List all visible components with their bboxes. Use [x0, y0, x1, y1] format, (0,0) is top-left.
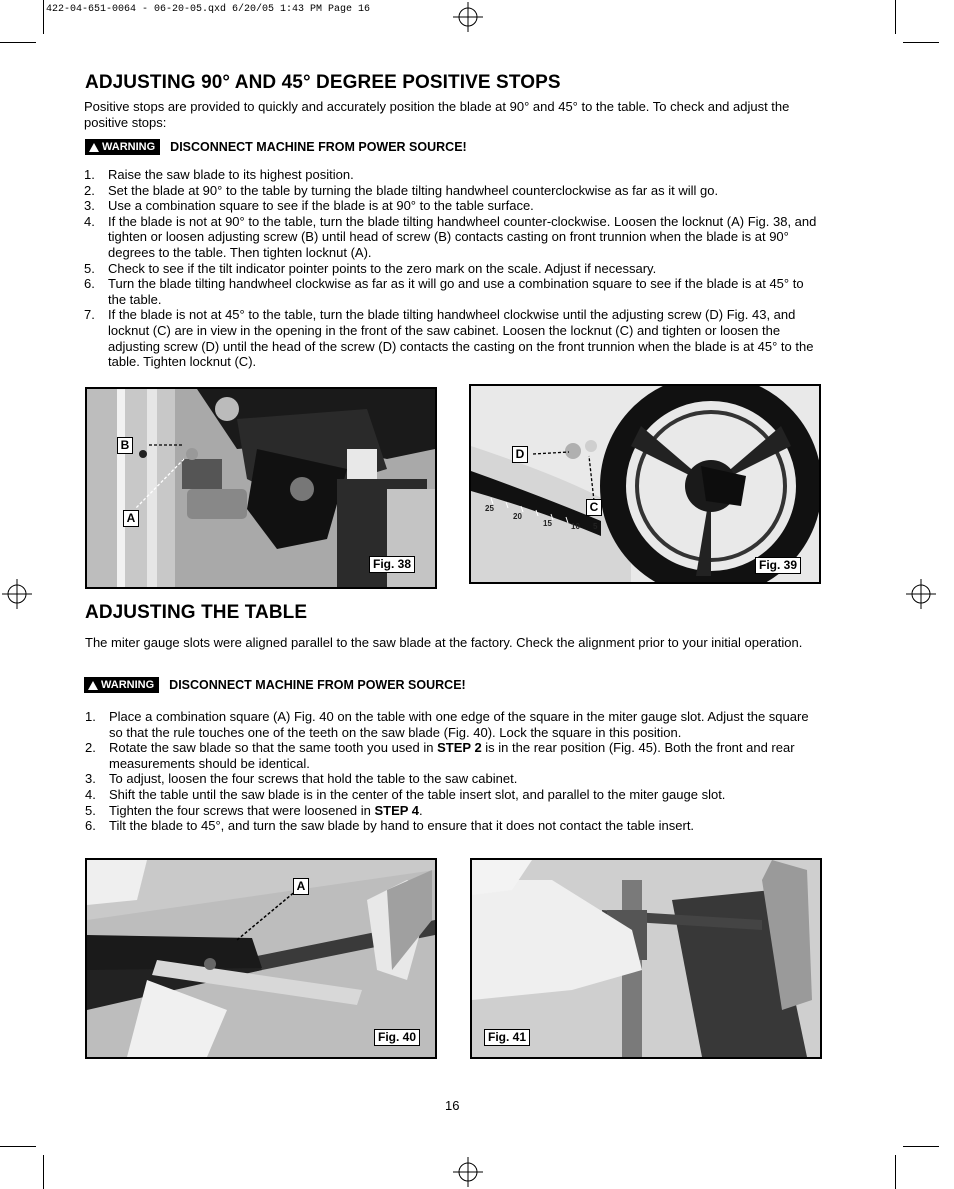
combination-square-photo-illustration	[87, 860, 435, 1057]
crop-mark	[895, 0, 896, 34]
step-number: 2.	[84, 182, 95, 198]
warning-text: DISCONNECT MACHINE FROM POWER SOURCE!	[169, 678, 466, 692]
step-number: 7.	[84, 307, 95, 323]
step-number: 1.	[84, 167, 95, 182]
section-intro-positive-stops: Positive stops are provided to quickly and accurately position the blade at 90° and 45° to the table. To check and adjust the positive stops:	[84, 99, 790, 130]
step-number: 4.	[85, 786, 96, 802]
scale-tick-label: 15	[543, 519, 552, 528]
step-number: 2.	[85, 740, 96, 756]
warning-triangle-icon	[88, 681, 98, 690]
warning-notice	[85, 139, 467, 155]
step-number: 3.	[84, 198, 95, 214]
section-heading-adjusting-table: ADJUSTING THE TABLE	[85, 602, 308, 623]
step-number: 4.	[84, 213, 95, 229]
figure-label: Fig. 38	[369, 556, 415, 573]
warning-triangle-icon	[89, 143, 99, 152]
step-text	[109, 771, 823, 787]
step-text-emphasis: STEP 2	[437, 740, 482, 756]
section-intro-adjusting-table: The miter gauge slots were aligned parallel to the saw blade at the factory. Check the alignment prior to your initial operation.	[85, 635, 803, 650]
step-number: 3.	[85, 771, 96, 787]
figure-41-photo	[470, 858, 822, 1059]
callout-c: C	[586, 499, 602, 516]
registration-mark-icon	[2, 579, 32, 609]
step-text-part: Tilt the blade to 45°, and turn the saw blade by hand to ensure that it does not contact the table insert.	[109, 818, 695, 834]
step-text	[109, 709, 823, 740]
crop-mark	[43, 1155, 44, 1189]
step-item	[84, 167, 824, 183]
steps-list-positive-stops	[84, 167, 824, 370]
registration-mark-icon	[453, 2, 483, 32]
callout-d: D	[512, 446, 528, 463]
registration-mark-icon	[453, 1157, 483, 1187]
step-text	[109, 787, 823, 803]
warning-badge	[84, 677, 159, 693]
crop-mark	[903, 42, 939, 43]
step-item	[84, 183, 824, 199]
warning-badge-label: WARNING	[102, 141, 156, 153]
figure-label: Fig. 39	[755, 557, 801, 574]
step-number: 5.	[84, 260, 95, 276]
step-text-part: .	[419, 802, 423, 818]
callout-a: A	[123, 510, 139, 527]
step-text: Check to see if the tilt indicator pointer points to the zero mark on the scale. Adjust if necessary.	[108, 260, 657, 276]
section-heading-positive-stops: ADJUSTING 90° AND 45° DEGREE POSITIVE STOPS	[85, 72, 561, 93]
step-item	[84, 198, 824, 214]
step-item	[85, 803, 823, 819]
step-text-part: Place a combination square (A) Fig. 40 on the table with one edge of the square in the miter gauge slot. Adjust the square so that the rule touches one of the teeth on the saw blade (Fig. 40). Lock the square in this position.	[109, 709, 809, 740]
warning-text: DISCONNECT MACHINE FROM POWER SOURCE!	[170, 140, 467, 154]
step-text: Set the blade at 90° to the table by turning the blade tilting handwheel counterclockwise as far as it will go.	[108, 182, 719, 198]
step-number: 6.	[85, 818, 96, 834]
crop-mark	[895, 1155, 896, 1189]
step-item	[84, 261, 824, 277]
crop-mark	[903, 1146, 939, 1147]
crop-mark	[0, 42, 36, 43]
step-text: If the blade is not at 90° to the table, turn the blade tilting handwheel counter-clockwise. Loosen the locknut (A) Fig. 38, and tighten or loosen adjusting screw (B) until head of screw (B) contacts casting on front trunnion when the blade is at 90° degrees to the table. Then tighten locknut (A).	[108, 213, 817, 260]
warning-notice	[84, 677, 466, 693]
registration-mark-icon	[906, 579, 936, 609]
crop-mark	[43, 0, 44, 34]
step-number: 5.	[85, 802, 96, 818]
warning-badge-label: WARNING	[101, 679, 155, 691]
step-item	[84, 276, 824, 307]
step-item	[85, 787, 823, 803]
step-item	[84, 214, 824, 261]
step-text	[109, 818, 823, 834]
step-text: Raise the saw blade to its highest position.	[108, 167, 354, 182]
scale-tick-label: 5	[593, 522, 598, 531]
step-text: If the blade is not at 45° to the table, turn the blade tilting handwheel clockwise until the adjusting screw (D) Fig. 43, and locknut (C) are in view in the opening in the front of the saw cabinet. Loosen the locknut (C) and tighten or loosen the adjusting screw (D) until the head of the screw (D) contacts the casting on the front trunnion when the blade is at 45° to the table. Tighten locknut (C).	[108, 307, 814, 370]
step-text: Turn the blade tilting handwheel clockwise as far as it will go and use a combination square to see if the blade is at 45° to the table.	[108, 276, 804, 307]
step-item	[85, 818, 823, 834]
callout-a: A	[293, 878, 309, 895]
warning-badge	[85, 139, 160, 155]
step-text: Use a combination square to see if the blade is at 90° to the table surface.	[108, 198, 534, 214]
step-item	[85, 740, 823, 771]
scale-tick-label: 20	[513, 512, 522, 521]
scale-tick-label: 25	[485, 504, 494, 513]
print-slug-line: 422-04-651-0064 - 06-20-05.qxd 6/20/05 1:43 PM Page 16	[46, 4, 371, 15]
steps-list-adjusting-table	[85, 709, 823, 834]
step-item	[85, 771, 823, 787]
figure-40-photo	[85, 858, 437, 1059]
step-text-part: To adjust, loosen the four screws that hold the table to the saw cabinet.	[109, 771, 518, 787]
step-text-part: is in the rear position (Fig. 45). Both the front and rear measurements should be identical.	[109, 740, 795, 771]
step-text-part: Rotate the saw blade so that the same tooth you used in	[109, 740, 438, 756]
step-number: 6.	[84, 276, 95, 292]
step-item	[84, 307, 824, 369]
step-number: 1.	[85, 709, 96, 724]
crop-mark	[0, 1146, 36, 1147]
step-text-part: Tighten the four screws that were loosened in	[109, 802, 375, 818]
step-text-part: Shift the table until the saw blade is in the center of the table insert slot, and parallel to the miter gauge slot.	[109, 786, 726, 802]
handwheel-photo-illustration	[471, 386, 819, 582]
figure-label: Fig. 41	[484, 1029, 530, 1046]
page-number: 16	[445, 1098, 460, 1113]
figure-38-photo	[85, 387, 437, 589]
figure-label: Fig. 40	[374, 1029, 420, 1046]
callout-b: B	[117, 437, 133, 454]
step-text-emphasis: STEP 4	[374, 802, 420, 818]
miter-slot-photo-illustration	[472, 860, 820, 1057]
scale-tick-label: 10	[571, 522, 580, 531]
step-text	[109, 803, 823, 819]
figure-39-photo	[469, 384, 821, 584]
step-item	[85, 709, 823, 740]
step-text	[109, 740, 823, 771]
